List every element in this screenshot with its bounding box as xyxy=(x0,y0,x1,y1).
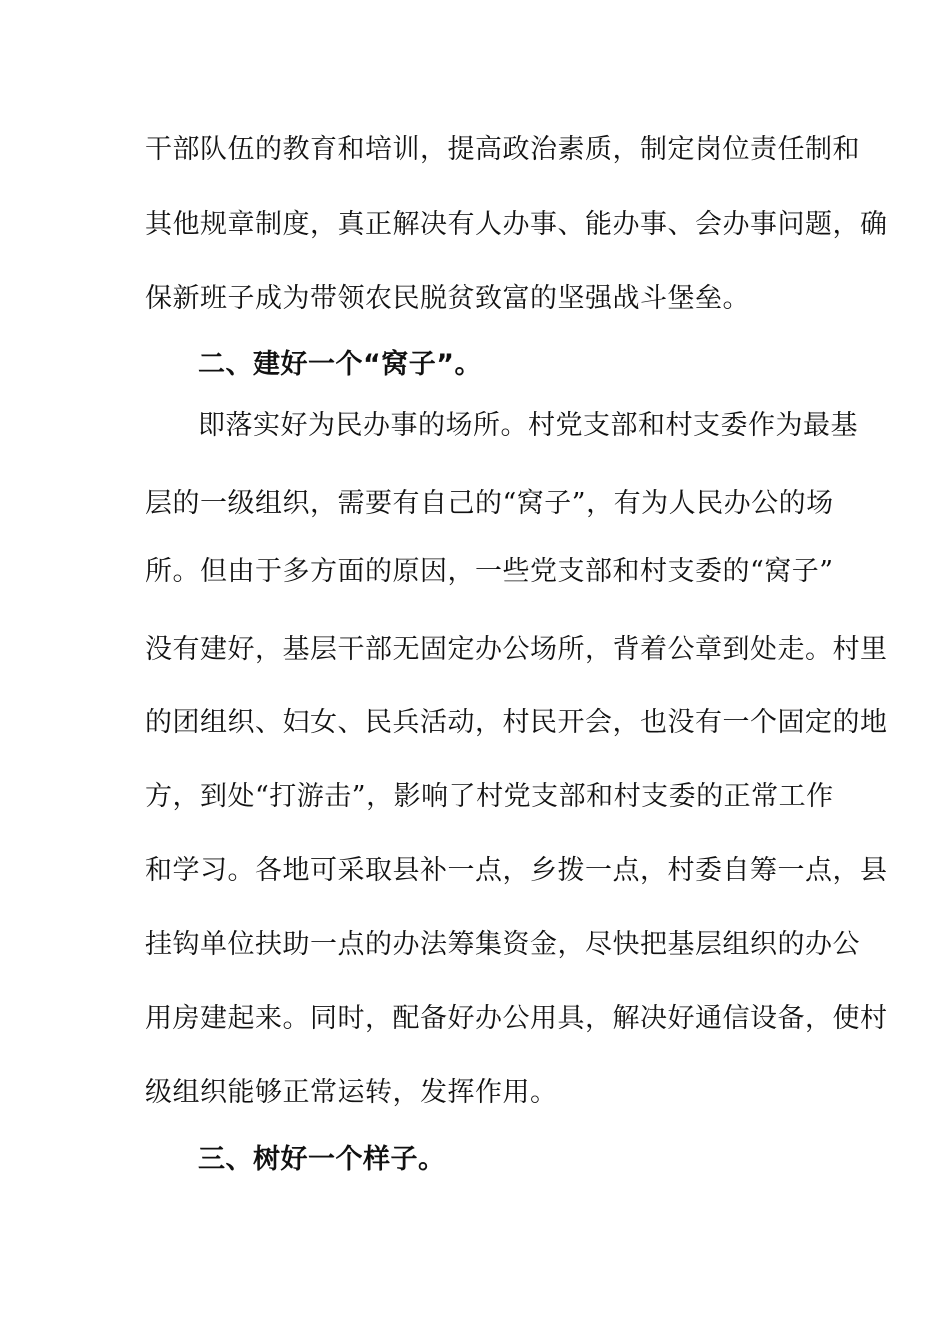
section-heading-2: 二、建好一个“窝子”。 xyxy=(198,349,482,380)
body-text-line: 其他规章制度，真正解决有人办事、能办事、会办事问题，确 xyxy=(145,209,888,240)
body-text-line: 即落实好为民办事的场所。村党支部和村支委作为最基 xyxy=(198,410,858,441)
body-text-line: 方，到处“打游击”，影响了村党支部和村支委的正常工作 xyxy=(145,781,834,812)
body-text-line: 用房建起来。同时，配备好办公用具，解决好通信设备，使村 xyxy=(145,1003,888,1034)
body-text-line: 层的一级组织，需要有自己的“窝子”，有为人民办公的场 xyxy=(145,488,834,519)
body-text-line: 没有建好，基层干部无固定办公场所，背着公章到处走。村里 xyxy=(145,634,888,665)
section-heading-3: 三、树好一个样子。 xyxy=(198,1144,446,1175)
body-text-line: 挂钩单位扶助一点的办法筹集资金，尽快把基层组织的办公 xyxy=(145,929,860,960)
body-text-line: 干部队伍的教育和培训，提高政治素质，制定岗位责任制和 xyxy=(145,134,860,165)
body-text-line: 所。但由于多方面的原因，一些党支部和村支委的“窝子” xyxy=(145,556,834,587)
body-text-line: 和学习。各地可采取县补一点，乡拨一点，村委自筹一点，县 xyxy=(145,855,888,886)
body-text-line: 保新班子成为带领农民脱贫致富的坚强战斗堡垒。 xyxy=(145,283,750,314)
body-text-line: 的团组织、妇女、民兵活动，村民开会，也没有一个固定的地 xyxy=(145,707,888,738)
body-text-line: 级组织能够正常运转，发挥作用。 xyxy=(145,1077,558,1108)
